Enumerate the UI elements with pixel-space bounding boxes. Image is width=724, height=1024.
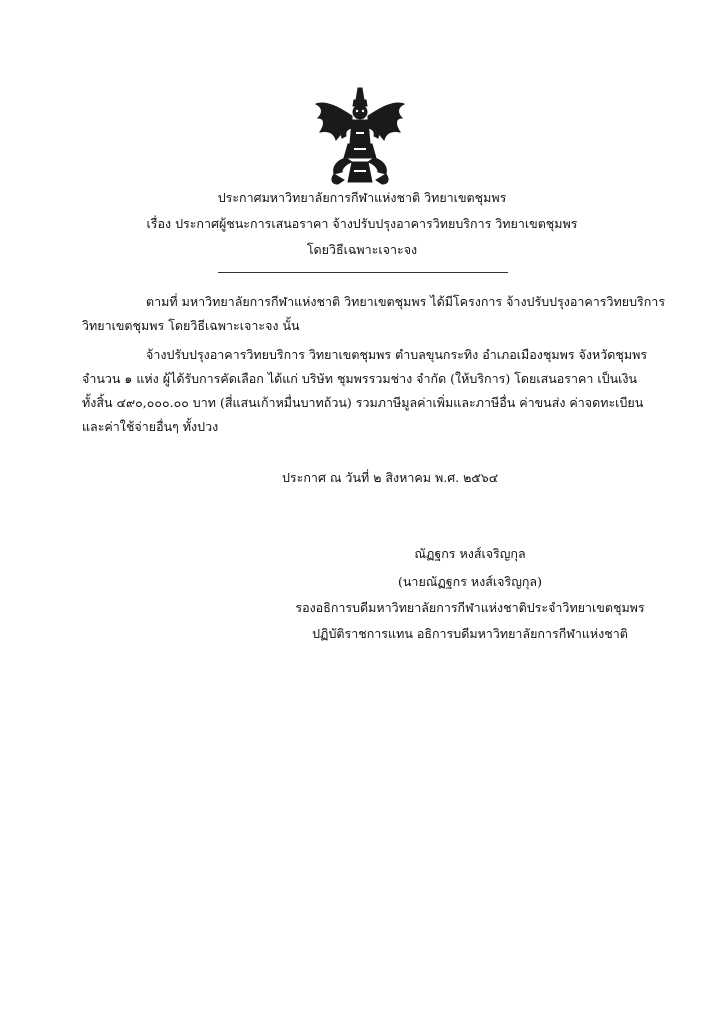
paragraph-2-line-2: จำนวน ๑ แห่ง ผู้ได้รับการคัดเลือก ได้แก่ บริษัท ชุมพรรวมช่าง จำกัด (ให้บริการ) โดยเสนอราคา เป็นเงิน [82,371,638,386]
title-line-3: โดยวิธีเฉพาะเจาะจง [306,242,418,257]
title-line-2: เรื่อง ประกาศผู้ชนะการเสนอราคา จ้างปรับปรุงอาคารวิทยบริการ วิทยาเขตชุมพร [146,216,578,231]
signature-position-line-1: รองอธิการบดีมหาวิทยาลัยการกีฬาแห่งชาติประจำวิทยาเขตชุมพร [295,600,645,615]
title-line-1: ประกาศมหาวิทยาลัยการกีฬาแห่งชาติ วิทยาเขตชุมพร [217,190,507,205]
title-divider [218,272,508,273]
announcement-date: ประกาศ ณ วันที่ ๒ สิงหาคม พ.ศ. ๒๕๖๔ [282,470,499,485]
paragraph-1-line-1: ตามที่ มหาวิทยาลัยการกีฬาแห่งชาติ วิทยาเขตชุมพร ได้มีโครงการ จ้างปรับปรุงอาคารวิทยบริการ [146,294,666,309]
signature-name: ณัฏฐกร หงส์เจริญกุล [414,546,526,561]
garuda-emblem-icon [312,86,408,186]
paragraph-2-line-3: ทั้งสิ้น ๔๙๐,๐๐๐.๐๐ บาท (สี่แสนเก้าหมื่นบาทถ้วน) รวมภาษีมูลค่าเพิ่มและภาษีอื่น ค่าขนส่ง ค่าจดทะเบียน [82,395,644,410]
paragraph-1-line-2: วิทยาเขตชุมพร โดยวิธีเฉพาะเจาะจง นั้น [82,318,300,333]
signature-full-name: (นายณัฏฐกร หงส์เจริญกุล) [398,574,542,589]
signature-position-line-2: ปฏิบัติราชการแทน อธิการบดีมหาวิทยาลัยการกีฬาแห่งชาติ [312,626,628,641]
paragraph-2-line-1: จ้างปรับปรุงอาคารวิทยบริการ วิทยาเขตชุมพร ตำบลขุนกระทิง อำเภอเมืองชุมพร จังหวัดชุมพร [146,347,648,362]
paragraph-2-line-4: และค่าใช้จ่ายอื่นๆ ทั้งปวง [82,419,219,434]
